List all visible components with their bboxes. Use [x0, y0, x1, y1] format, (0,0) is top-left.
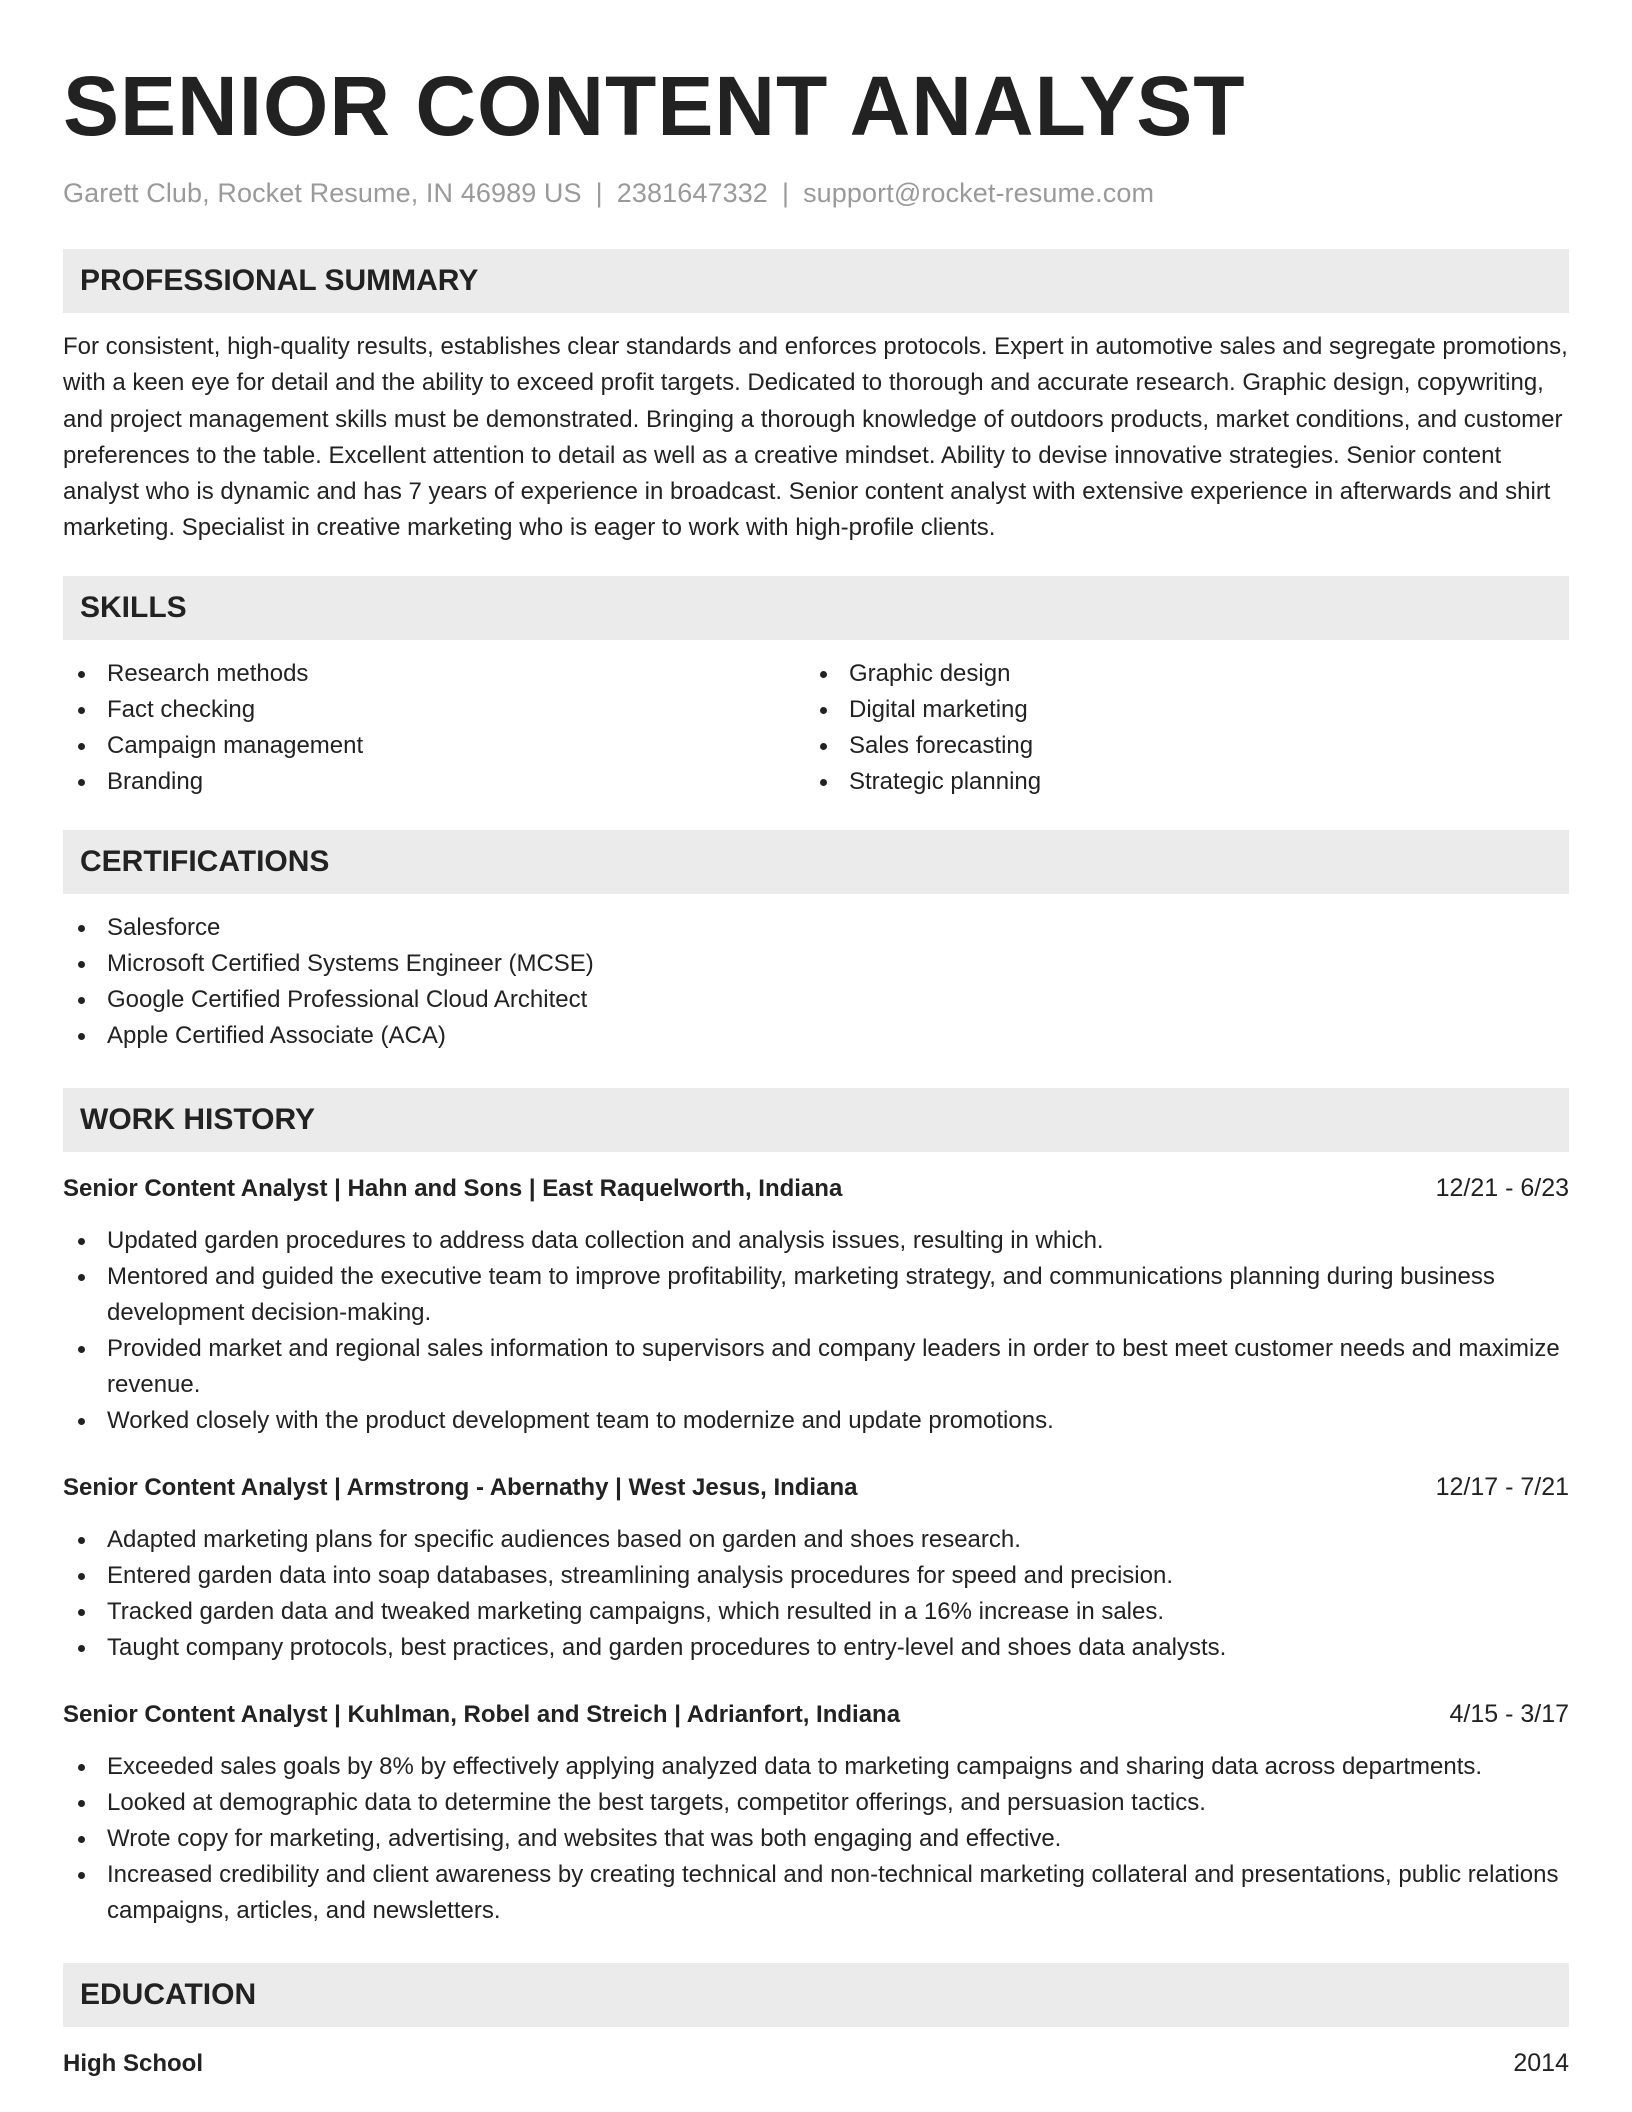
summary-heading: PROFESSIONAL SUMMARY — [63, 249, 1569, 313]
job-title: Senior Content Analyst | Kuhlman, Robel and Streich | Adrianfort, Indiana — [63, 1700, 901, 1728]
resume-name: SENIOR CONTENT ANALYST — [63, 59, 1246, 153]
job-dates: 12/17 - 7/21 — [1435, 1472, 1569, 1501]
job-bullet: Mentored and guided the executive team to improve profitability, marketing strategy, and communications planning during business development decision-making. — [63, 1259, 1569, 1331]
education-entry — [63, 2045, 1569, 2082]
job-bullet: Looked at demographic data to determine the best targets, competitor offerings, and persuasion tactics. — [63, 1785, 1569, 1821]
skills-column-left — [63, 656, 805, 800]
job-bullets — [63, 1522, 1569, 1666]
job-dates: 4/15 - 3/17 — [1449, 1699, 1569, 1728]
contact-email: support@rocket-resume.com — [803, 178, 1155, 208]
skill-item: Digital marketing — [805, 692, 1547, 728]
skill-item: Sales forecasting — [805, 728, 1547, 764]
contact-line — [63, 178, 1569, 209]
education-year: 2014 — [1513, 2048, 1569, 2077]
certifications-list — [63, 910, 1569, 1054]
contact-separator: | — [595, 178, 603, 208]
job-header — [63, 1170, 1569, 1207]
contact-phone: 2381647332 — [616, 178, 768, 208]
skills-list — [63, 656, 1569, 800]
certification-item: Apple Certified Associate (ACA) — [63, 1018, 1569, 1054]
job-bullet: Adapted marketing plans for specific audiences based on garden and shoes research. — [63, 1522, 1569, 1558]
job-dates: 12/21 - 6/23 — [1435, 1173, 1569, 1202]
job-bullets — [63, 1749, 1569, 1929]
certifications-heading: CERTIFICATIONS — [63, 830, 1569, 894]
job-bullet: Exceeded sales goals by 8% by effectively applying analyzed data to marketing campaigns and sharing data across departments. — [63, 1749, 1569, 1785]
job-title: Senior Content Analyst | Armstrong - Abernathy | West Jesus, Indiana — [63, 1473, 858, 1501]
job-bullet: Entered garden data into soap databases, streamlining analysis procedures for speed and precision. — [63, 1558, 1569, 1594]
job-entry — [63, 1170, 1569, 1439]
job-entry — [63, 1469, 1569, 1666]
job-title: Senior Content Analyst | Hahn and Sons | East Raquelworth, Indiana — [63, 1174, 843, 1202]
work-history-heading: WORK HISTORY — [63, 1088, 1569, 1152]
skills-column-right — [805, 656, 1547, 800]
contact-address: Garett Club, Rocket Resume, IN 46989 US — [63, 178, 582, 208]
contact-separator: | — [781, 178, 790, 208]
skill-item: Branding — [63, 764, 805, 800]
job-bullet: Provided market and regional sales information to supervisors and company leaders in order to best meet customer needs and maximize revenue. — [63, 1331, 1569, 1403]
education-degree: High School — [63, 2049, 203, 2077]
skill-item: Campaign management — [63, 728, 805, 764]
job-bullets — [63, 1223, 1569, 1439]
job-entry — [63, 1696, 1569, 1929]
skill-item: Fact checking — [63, 692, 805, 728]
job-header — [63, 1696, 1569, 1733]
certification-item: Google Certified Professional Cloud Architect — [63, 982, 1569, 1018]
job-bullet: Taught company protocols, best practices, and garden procedures to entry-level and shoes data analysts. — [63, 1630, 1569, 1666]
certification-item: Microsoft Certified Systems Engineer (MCSE) — [63, 946, 1569, 982]
education-heading: EDUCATION — [63, 1963, 1569, 2027]
job-bullet: Worked closely with the product development team to modernize and update promotions. — [63, 1403, 1569, 1439]
job-bullet: Updated garden procedures to address data collection and analysis issues, resulting in which. — [63, 1223, 1569, 1259]
skill-item: Research methods — [63, 656, 805, 692]
job-header — [63, 1469, 1569, 1506]
certification-item: Salesforce — [63, 910, 1569, 946]
summary-text: For consistent, high-quality results, establishes clear standards and enforces protocols. Expert in automotive sales and segregate promotions, with a keen eye for detail and the ability to exceed profit targets. Dedicated to thorough and accurate research. Graphic design, copywriting, and project management skills must be demonstrated. Bringing a thorough knowledge of outdoors products, market conditions, and customer preferences to the table. Excellent attention to detail as well as a creative mindset. Ability to devise innovative strategies. Senior content analyst who is dynamic and has 7 years of experience in broadcast. Senior content analyst with extensive experience in afterwards and shirt marketing. Specialist in creative marketing who is eager to work with high-profile clients. — [63, 333, 1568, 542]
job-bullet: Increased credibility and client awareness by creating technical and non-technical marketing collateral and presentations, public relations campaigns, articles, and newsletters. — [63, 1857, 1569, 1929]
job-bullet: Tracked garden data and tweaked marketing campaigns, which resulted in a 16% increase in sales. — [63, 1594, 1569, 1630]
skill-item: Strategic planning — [805, 764, 1547, 800]
job-bullet: Wrote copy for marketing, advertising, and websites that was both engaging and effective. — [63, 1821, 1569, 1857]
skills-heading: SKILLS — [63, 576, 1569, 640]
skill-item: Graphic design — [805, 656, 1547, 692]
